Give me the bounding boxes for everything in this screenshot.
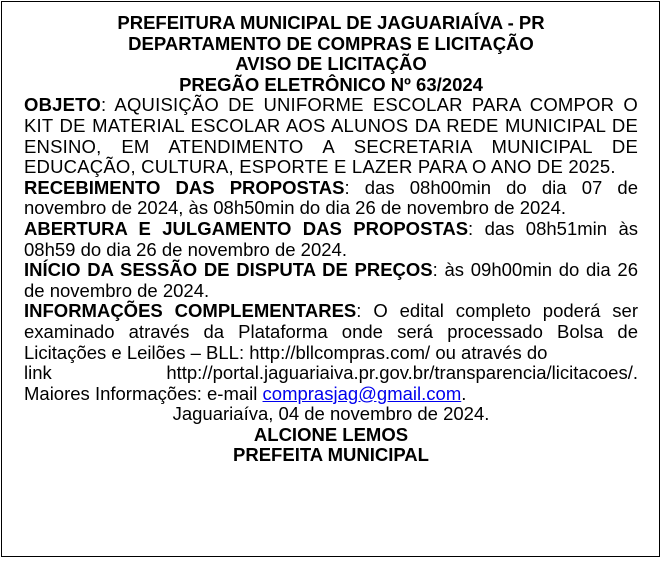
abertura-text: : das 08h51min às 08h59 do dia 26 de novembro de 2024. <box>24 217 638 260</box>
abertura-label: ABERTURA E JULGAMENTO DAS PROPOSTAS <box>24 217 469 239</box>
header-line-municipality: PREFEITURA MUNICIPAL DE JAGUARIAÍVA - PR <box>117 12 545 33</box>
place-date: Jaguariaíva, 04 de novembro de 2024. <box>172 403 490 425</box>
informacoes-label: INFORMAÇÕES COMPLEMENTARES <box>24 300 357 322</box>
section-inicio <box>24 260 638 301</box>
section-objeto <box>24 95 638 177</box>
recebimento-label: RECEBIMENTO DAS PROPOSTAS <box>24 176 345 198</box>
inicio-text: : às 09h00min do dia 26 de novembro de 2024. <box>24 259 638 301</box>
portal-link-line <box>24 363 638 384</box>
portal-url[interactable]: http://portal.jaguariaiva.pr.gov.br/transparencia/licitacoes/. <box>166 362 638 384</box>
maiores-prefix: Maiores Informações: e-mail <box>24 382 263 404</box>
email-link[interactable]: comprasjag@gmail.com <box>262 382 462 404</box>
objeto-text: : AQUISIÇÃO DE UNIFORME ESCOLAR PARA COMPOR O KIT DE MATERIAL ESCOLAR AOS ALUNOS DA REDE MUNICIPAL DE ENSINO, EM ATENDIMENTO A SECRETARIA MUNICIPAL DE EDUCAÇÃO, CULTURA, ESPORTE E LAZER PARA O ANO DE 2025. <box>24 94 638 178</box>
inicio-label: INÍCIO DA SESSÃO DE DISPUTA DE PREÇOS <box>24 259 433 281</box>
section-informacoes <box>24 301 638 363</box>
maiores-suffix: . <box>461 382 467 404</box>
recebimento-text: : das 08h00min do dia 07 de novembro de 2024, às 08h50min do dia 26 de novembro de 2024. <box>24 176 638 219</box>
informacoes-text: : O edital completo poderá ser examinado através da Plataforma onde será processado Bolsa de Licitações e Leilões – BLL: http://bllcompras.com/ ou através do <box>24 300 639 363</box>
link-word: link <box>24 362 52 384</box>
section-abertura <box>24 219 638 260</box>
header-line-department: DEPARTAMENTO DE COMPRAS E LICITAÇÃO <box>128 32 534 54</box>
signatory-name: ALCIONE LEMOS <box>253 423 409 445</box>
header-line-pregao-number: PREGÃO ELETRÔNICO Nº 63/2024 <box>179 73 483 95</box>
maiores-informacoes-line <box>24 384 638 405</box>
section-recebimento <box>24 178 638 219</box>
header-line-notice-title: AVISO DE LICITAÇÃO <box>235 53 427 75</box>
notice-content <box>24 13 638 466</box>
signatory-role: PREFEITA MUNICIPAL <box>233 444 429 466</box>
objeto-label: OBJETO <box>24 94 101 116</box>
